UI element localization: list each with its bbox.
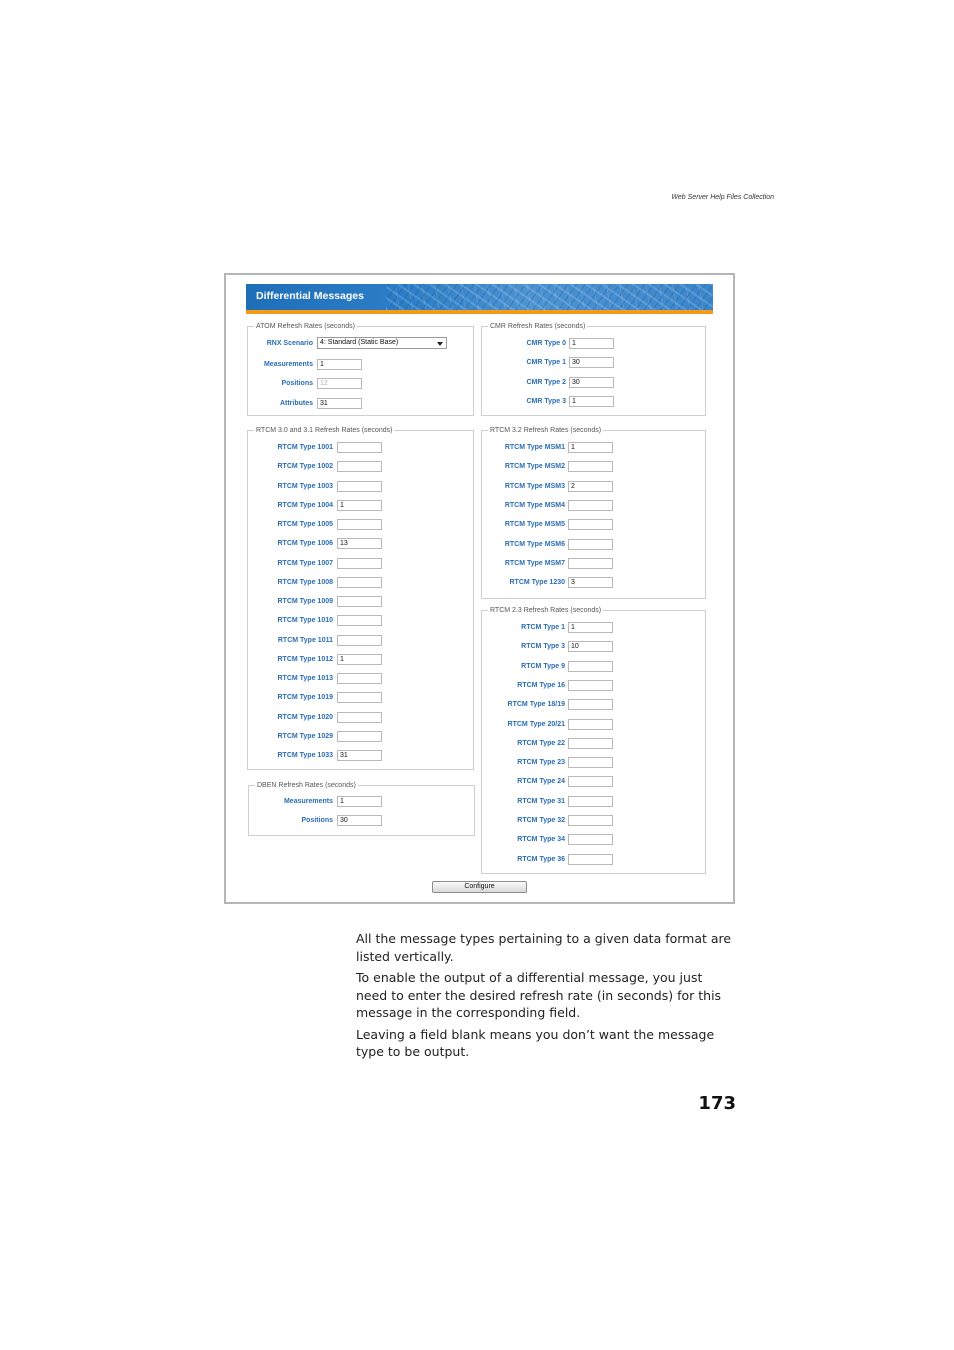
atom-field-label: Attributes: [279, 400, 313, 407]
dben-row: [226, 815, 348, 826]
rtcm3-field-label: RTCM Type 1029: [277, 733, 333, 740]
embedded-screenshot: [224, 273, 735, 904]
rtcm23-rate-input[interactable]: [568, 680, 613, 691]
rtcm3-field-label: RTCM Type 1020: [277, 714, 333, 721]
rtcm32-row: [226, 461, 565, 472]
rtcm32-field-label: RTCM Type MSM4: [504, 502, 565, 509]
rtcm23-field-label: RTCM Type 32: [517, 817, 565, 824]
rtcm32-rate-input[interactable]: [568, 461, 613, 472]
body-paragraph: To enable the output of a differential message, you just need to enter the desired refresh rate (in seconds) for this message in the corresponding field.: [356, 970, 722, 1020]
rtcm23-field-label: RTCM Type 16: [517, 682, 565, 689]
rtcm32-row: [226, 577, 575, 588]
dben-rate-input[interactable]: 1: [337, 796, 382, 807]
rtcm32-rate-input[interactable]: 3: [568, 577, 613, 588]
atom-rate-input[interactable]: 1: [317, 359, 362, 370]
rtcm23-field-label: RTCM Type 31: [517, 798, 565, 805]
rtcm23-row: [226, 680, 565, 691]
rtcm23-legend: RTCM 2.3 Refresh Rates (seconds): [490, 607, 602, 614]
rtcm3-field-label: RTCM Type 1012: [277, 656, 333, 663]
rtcm3-rate-input[interactable]: [337, 596, 382, 607]
rtcm32-field-label: RTCM Type MSM3: [504, 483, 565, 490]
rtcm23-field-label: RTCM Type 9: [521, 663, 565, 670]
rtcm23-rate-input[interactable]: 10: [568, 641, 613, 652]
rtcm23-row: [226, 641, 579, 652]
dben-field-label: Measurements: [283, 798, 333, 805]
rtcm32-field-label: RTCM Type MSM2: [504, 463, 565, 470]
rtcm23-rate-input[interactable]: [568, 699, 613, 710]
page-number: 173: [698, 1093, 736, 1114]
rtcm3-field-label: RTCM Type 1002: [277, 463, 333, 470]
rtcm32-field-label: RTCM Type 1230: [509, 579, 565, 586]
rtcm23-rate-input[interactable]: [568, 854, 613, 865]
rtcm23-field-label: RTCM Type 22: [517, 740, 565, 747]
rtcm3-rate-input[interactable]: 31: [337, 750, 382, 761]
cmr-rate-input[interactable]: 30: [569, 357, 614, 368]
rtcm32-field-label: RTCM Type MSM6: [504, 541, 565, 548]
rtcm3-rate-input[interactable]: 1: [337, 500, 382, 511]
cmr-field-label: CMR Type 0: [526, 340, 566, 347]
rtcm32-rate-input[interactable]: [568, 519, 613, 530]
rtcm3-rate-input[interactable]: 1: [337, 654, 382, 665]
rtcm23-rate-input[interactable]: [568, 815, 613, 826]
rtcm32-legend: RTCM 3.2 Refresh Rates (seconds): [490, 427, 602, 434]
body-paragraph: All the message types pertaining to a given data format are listed vertically.: [356, 931, 732, 964]
configure-button[interactable]: Configure: [432, 881, 527, 893]
rtcm3-field-label: RTCM Type 1011: [277, 637, 333, 644]
rtcm23-field-label: RTCM Type 18/19: [507, 701, 565, 708]
cmr-field-label: CMR Type 3: [526, 398, 566, 405]
rtcm23-field-label: RTCM Type 34: [517, 836, 565, 843]
rtcm23-row: [226, 738, 565, 749]
rtcm23-rate-input[interactable]: [568, 661, 613, 672]
cmr-rate-input[interactable]: 30: [569, 377, 614, 388]
rtcm23-field-label: RTCM Type 36: [517, 856, 565, 863]
rtcm32-rate-input[interactable]: [568, 539, 613, 550]
running-header: Web Server Help Files Collection: [671, 194, 774, 201]
rtcm23-rate-input[interactable]: [568, 834, 613, 845]
cmr-rate-input[interactable]: 1: [569, 338, 614, 349]
rtcm32-rate-input[interactable]: 2: [568, 481, 613, 492]
rtcm3-field-label: RTCM Type 1033: [277, 752, 333, 759]
cmr-row: [226, 396, 576, 407]
rtcm23-rate-input[interactable]: [568, 776, 613, 787]
rnx-scenario-label: RNX Scenario: [266, 340, 313, 347]
rtcm3-legend: RTCM 3.0 and 3.1 Refresh Rates (seconds): [256, 427, 393, 434]
rtcm23-field-label: RTCM Type 3: [521, 643, 565, 650]
cmr-legend: CMR Refresh Rates (seconds): [490, 323, 586, 330]
rtcm3-field-label: RTCM Type 1006: [277, 540, 333, 547]
atom-legend: ATOM Refresh Rates (seconds): [256, 323, 355, 330]
rtcm23-rate-input[interactable]: [568, 757, 613, 768]
rtcm32-rate-input[interactable]: [568, 500, 613, 511]
dben-group: [248, 782, 475, 836]
rtcm23-rate-input[interactable]: [568, 738, 613, 749]
rtcm32-field-label: RTCM Type MSM1: [504, 444, 565, 451]
rtcm32-row: [226, 481, 575, 492]
rtcm23-row: [226, 699, 565, 710]
rtcm23-field-label: RTCM Type 24: [517, 778, 565, 785]
rtcm23-field-label: RTCM Type 20/21: [507, 721, 565, 728]
cmr-rate-input[interactable]: 1: [569, 396, 614, 407]
rtcm3-field-label: RTCM Type 1019: [277, 694, 333, 701]
rtcm23-rate-input[interactable]: [568, 719, 613, 730]
atom-rate-input: 12: [317, 378, 362, 389]
cmr-field-label: CMR Type 2: [526, 379, 566, 386]
page-banner: [246, 284, 713, 314]
rtcm3-field-label: RTCM Type 1009: [277, 598, 333, 605]
rtcm32-field-label: RTCM Type MSM5: [504, 521, 565, 528]
rtcm23-row: [226, 757, 565, 768]
rtcm32-field-label: RTCM Type MSM7: [504, 560, 565, 567]
body-paragraph: Leaving a field blank means you don’t want the message type to be output.: [356, 1026, 715, 1059]
dben-row: [226, 796, 344, 807]
rtcm23-field-label: RTCM Type 23: [517, 759, 565, 766]
atom-field-label: Measurements: [263, 361, 313, 368]
dben-field-label: Positions: [301, 817, 333, 824]
rtcm3-field-label: RTCM Type 1013: [277, 675, 333, 682]
rtcm23-row: [226, 661, 565, 672]
rtcm23-field-label: RTCM Type 1: [521, 624, 565, 631]
rtcm32-rate-input[interactable]: 1: [568, 442, 613, 453]
page-title: Differential Messages: [256, 290, 364, 302]
rtcm3-field-label: RTCM Type 1004: [277, 502, 333, 509]
rtcm3-field-label: RTCM Type 1010: [277, 617, 333, 624]
atom-field-label: Positions: [281, 380, 313, 387]
rtcm23-rate-input[interactable]: [568, 796, 613, 807]
dben-rate-input[interactable]: 30: [337, 815, 382, 826]
rtcm32-row: [226, 558, 565, 569]
rtcm23-row: [226, 622, 575, 633]
cmr-field-label: CMR Type 1: [526, 359, 566, 366]
atom-rate-input[interactable]: 31: [317, 398, 362, 409]
rtcm3-field-label: RTCM Type 1007: [277, 560, 333, 567]
rtcm3-field-label: RTCM Type 1003: [277, 483, 333, 490]
rtcm23-rate-input[interactable]: 1: [568, 622, 613, 633]
rtcm23-row: [226, 719, 565, 730]
rtcm3-rate-input[interactable]: 13: [337, 538, 382, 549]
rtcm32-row: [226, 500, 565, 511]
rtcm3-field-label: RTCM Type 1001: [277, 444, 333, 451]
rtcm3-row: [226, 596, 333, 607]
body-text: [356, 930, 736, 1065]
cmr-row: [226, 357, 580, 368]
rtcm3-field-label: RTCM Type 1005: [277, 521, 333, 528]
rnx-scenario-value: 4: Standard (Static Base): [320, 339, 399, 346]
rtcm23-row: [226, 854, 565, 865]
banner-map-pattern: [386, 284, 713, 310]
cmr-row: [226, 338, 576, 349]
rtcm32-row: [226, 519, 565, 530]
rtcm32-row: [226, 539, 565, 550]
rtcm32-row: [226, 442, 575, 453]
cmr-row: [226, 377, 580, 388]
rtcm32-rate-input[interactable]: [568, 558, 613, 569]
rtcm3-field-label: RTCM Type 1008: [277, 579, 333, 586]
dben-legend: DBEN Refresh Rates (seconds): [257, 782, 356, 789]
